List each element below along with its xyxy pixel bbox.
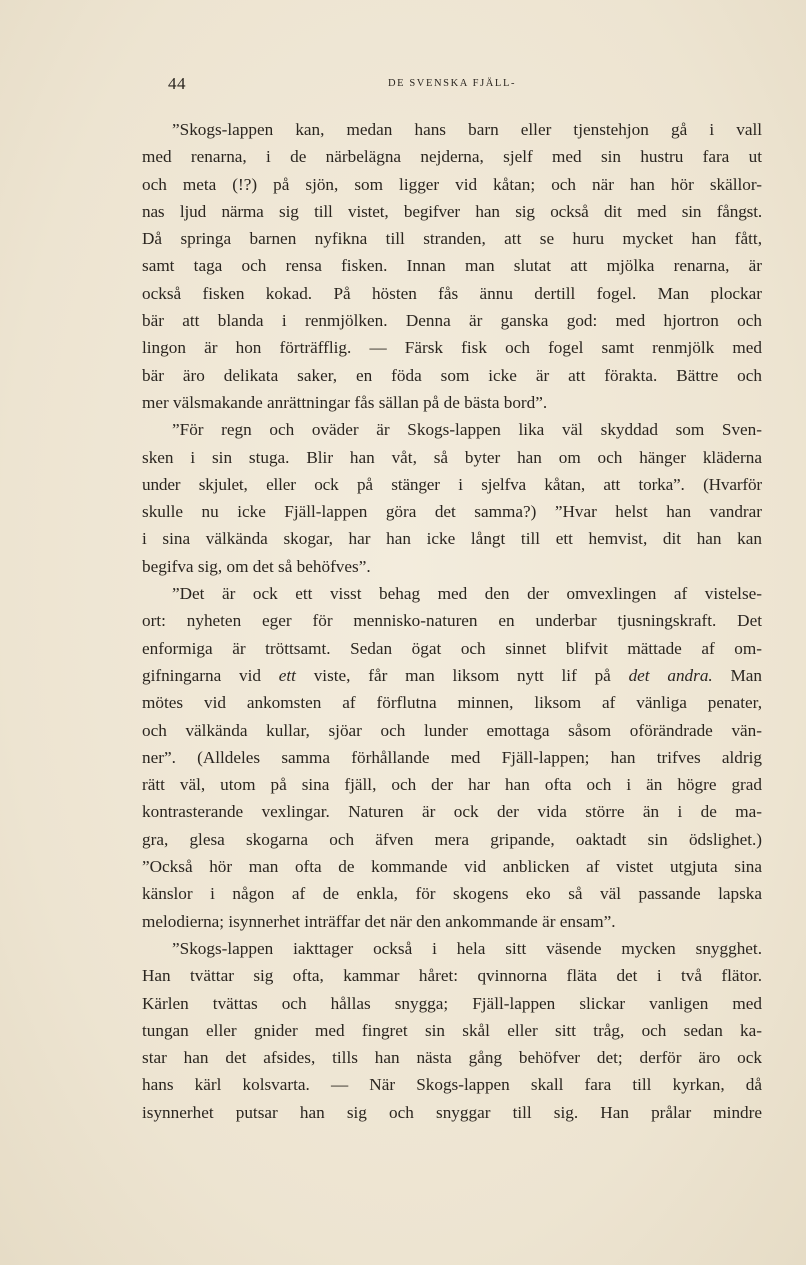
text-line: sken i sin stuga. Blir han våt, så byter han om och hänger kläderna [142, 447, 762, 467]
page-number: 44 [168, 74, 186, 93]
text-line: isynnerhet putsar han sig och snyggar till sig. Han prålar mindre [142, 1102, 762, 1122]
running-head: DE SVENSKA FJÄLL- [387, 78, 517, 89]
text-line: hans kärl kolsvarta. — När Skogs-lappen skall fara till kyrkan, då [142, 1075, 762, 1095]
text-line: ner”. (Alldeles samma förhållande med Fjäll-lappen; han trifves aldrig [142, 747, 762, 767]
text-line: bär äro delikata saker, en föda som icke är att förakta. Bättre och [142, 365, 762, 385]
text-fragment: Man [712, 665, 762, 685]
text-line: enformiga är tröttsamt. Sedan ögat och sinnet blifvit mättade af om- [142, 638, 762, 658]
text-line: lingon är hon förträfflig. — Färsk fisk och fogel samt renmjölk med [142, 338, 762, 358]
text-line: star han det afsides, tills han nästa gång behöfver det; derför äro ock [142, 1048, 762, 1068]
text-line: med renarna, i de närbelägna nejderna, sjelf med sin hustru fara ut [142, 147, 762, 167]
text-line: skulle nu icke Fjäll-lappen göra det samma?) ”Hvar helst han vandrar [142, 502, 762, 522]
text-line: tungan eller gnider med fingret sin skål eller sitt tråg, och sedan ka- [142, 1020, 762, 1040]
text-line: kontrasterande vexlingar. Naturen är ock der vida större än i de ma- [142, 802, 762, 822]
text-fragment: viste, får man liksom nytt lif på [295, 665, 629, 685]
italic-fragment: det andra. [628, 665, 713, 685]
italic-fragment: ett [278, 665, 296, 685]
page-header [142, 74, 762, 96]
text-line: i sina välkända skogar, har han icke långt till ett hemvist, dit han kan [142, 529, 762, 549]
text-line: Han tvättar sig ofta, kammar håret: qvinnorna fläta det i två flätor. [142, 966, 762, 986]
text-line: och välkända kullar, sjöar och lunder emottaga såsom oförändrade vän- [142, 720, 762, 740]
text-line: och meta (!?) på sjön, som ligger vid kåtan; och när han hör skällor- [142, 174, 762, 194]
text-line: bär att blanda i renmjölken. Denna är ganska god: med hjortron och [142, 311, 762, 331]
text-line: ort: nyheten eger för mennisko-naturen en underbar tjusningskraft. Det [142, 611, 762, 631]
text-line: ”Också hör man ofta de kommande vid anblicken af vistet utgjuta sina [142, 857, 762, 877]
text-line: ”För regn och oväder är Skogs-lappen lika väl skyddad som Sven- [172, 420, 762, 440]
text-line: begifva sig, om det så behöfves”. [142, 556, 371, 576]
text-line: känslor i någon af de enkla, för skogens eko så väl passande lapska [142, 884, 762, 904]
text-line: mötes vid ankomsten af förflutna minnen, liksom af vänliga penater, [142, 693, 762, 713]
text-line: Kärlen tvättas och hållas snygga; Fjäll-lappen slickar vanligen med [142, 993, 762, 1013]
text-line: ”Skogs-lappen iakttager också i hela sitt väsende mycken snygghet. [172, 938, 762, 958]
text-line: också fisken kokad. På hösten fås ännu dertill fogel. Man plockar [142, 283, 762, 303]
text-line: gra, glesa skogarna och äfven mera gripande, oaktadt sin ödslighet.) [142, 829, 762, 849]
text-line: rätt väl, utom på sina fjäll, och der har han ofta och i än högre grad [142, 775, 762, 795]
body-text [142, 116, 762, 1126]
text-line: ”Det är ock ett visst behag med den der omvexlingen af vistelse- [172, 584, 762, 604]
text-line: under skjulet, eller ock på stänger i sjelfva kåtan, att torka”. (Hvarför [142, 474, 762, 494]
text-fragment: gifningarna vid [142, 665, 279, 685]
text-line: ”Skogs-lappen kan, medan hans barn eller tjenstehjon gå i vall [172, 120, 762, 139]
text-line: samt taga och rensa fisken. Innan man slutat att mjölka renarna, är [142, 256, 762, 276]
text-line: Då springa barnen nyfikna till stranden, att se huru mycket han fått, [142, 229, 762, 249]
text-line: mer välsmakande anrättningar fås sällan på de bästa bord”. [142, 392, 548, 412]
text-line: melodierna; isynnerhet inträffar det när den ankommande är ensam”. [142, 911, 616, 931]
text-line: nas ljud närma sig till vistet, begifver han sig också dit med sin fångst. [142, 201, 762, 221]
text-line-with-italics [142, 662, 762, 689]
